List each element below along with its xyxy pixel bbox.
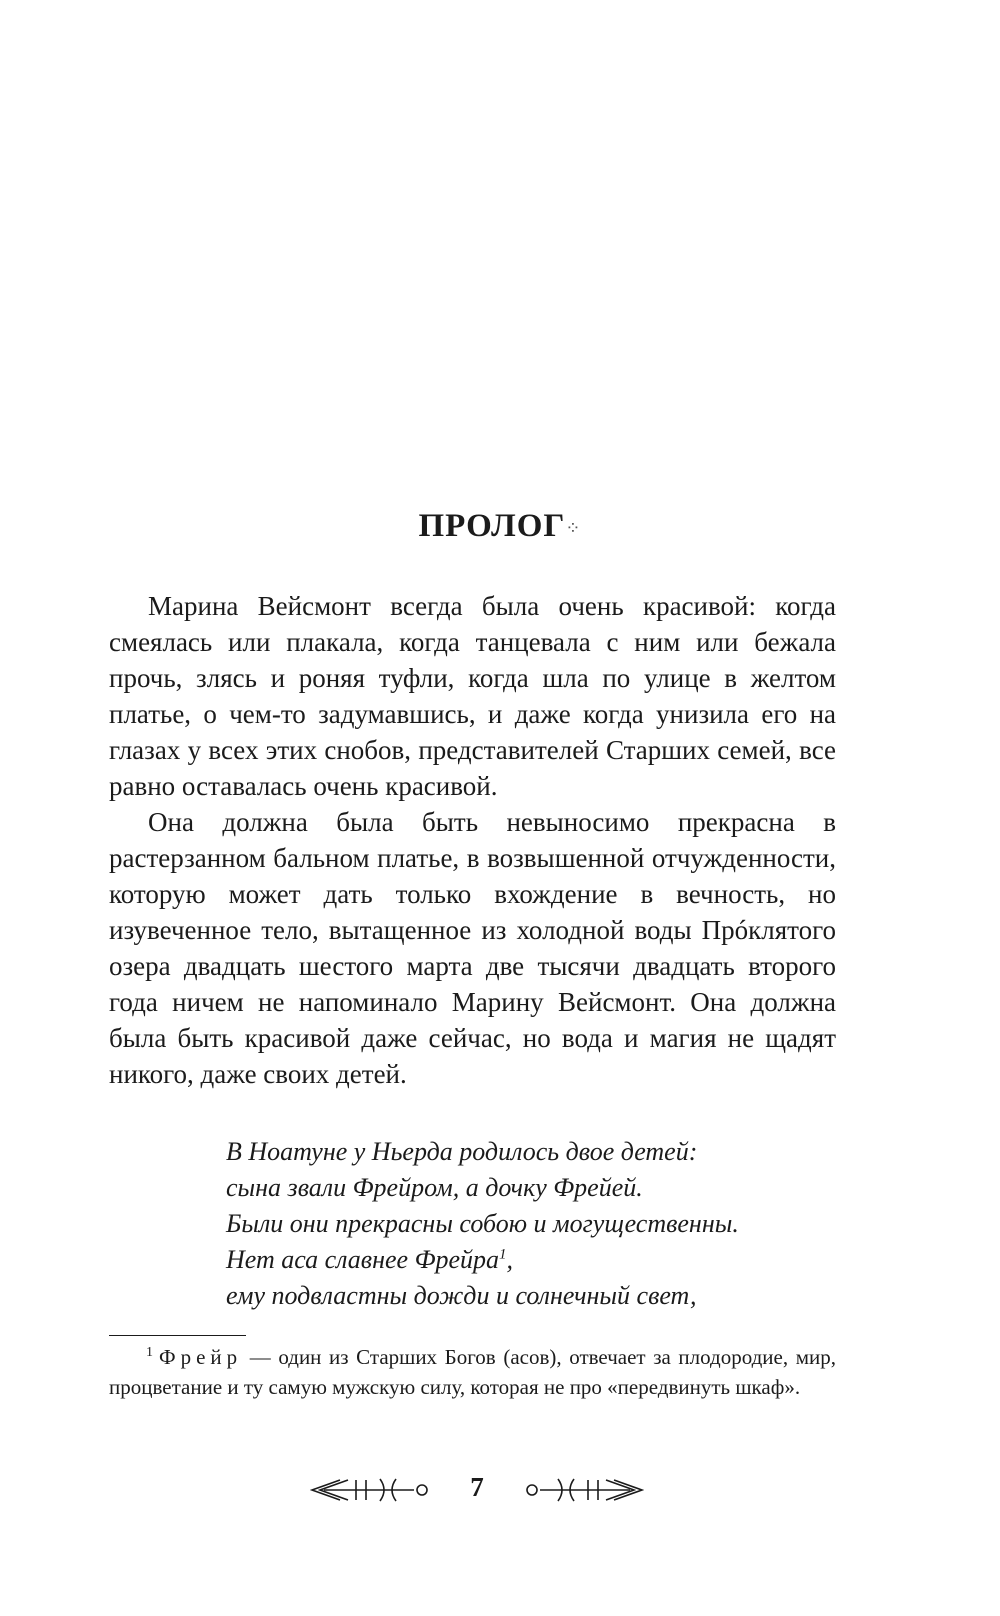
verse-line: [226, 1242, 846, 1278]
body-text: [109, 588, 836, 1092]
verse-line: В Ноатуне у Ньерда родилось двое детей:: [226, 1137, 698, 1166]
page-folio: [0, 1470, 1000, 1510]
footnote-ref[interactable]: 1: [499, 1246, 507, 1263]
page-number: 7: [470, 1472, 484, 1502]
verse-line: сына звали Фрейром, а дочку Фрейей.: [226, 1173, 643, 1202]
ornament-left-icon: [310, 1476, 442, 1504]
verse-line: Были они прекрасны собою и могущественны.: [226, 1209, 739, 1238]
chapter-title-text: ПРОЛОГ: [418, 508, 566, 544]
verse-line-text: Нет аса славнее Фрейра: [226, 1245, 500, 1274]
footnote-text: — один из Старших Богов (асов), отвечает за плодородие, мир, процветание и ту самую мужскую силу, которая не про «передвинуть шкаф».: [109, 1345, 836, 1399]
ornament-right-icon: [512, 1476, 644, 1504]
footnote-divider: [109, 1335, 246, 1336]
footnote-term: Фрейр: [159, 1345, 243, 1369]
verse-line: ему подвластны дожди и солнечный свет,: [226, 1281, 697, 1310]
footnote: [109, 1342, 836, 1402]
chapter-title: [0, 508, 1000, 545]
paragraph: Марина Вейсмонт всегда была очень красивой: когда смеялась или плакала, когда танцевала с ним или бежала прочь, злясь и роняя туфли, когда шла по улице в желтом платье, о чем-то задумавшись, и даже когда унизила его на глазах у всех этих снобов, представителей Старших семей, все равно оставалась очень красивой.: [109, 591, 836, 801]
title-mark: ⁘: [565, 517, 582, 538]
paragraph: Она должна была быть невыносимо прекрасна в растерзанном бальном платье, в возвышенной отчужденности, которую может дать только вхождение в вечность, но изувеченное тело, вытащенное из холодной воды Прóклятого озера двадцать шестого марта две тысячи двадцать второго года ничем не напоминало Марину Вейсмонт. Она должна была быть красивой даже сейчас, но вода и магия не щадят никого, даже своих детей.: [109, 807, 836, 1089]
verse-line-end: ,: [506, 1245, 514, 1274]
footnote-number: 1: [146, 1345, 153, 1360]
verse-epigraph: [226, 1134, 846, 1314]
